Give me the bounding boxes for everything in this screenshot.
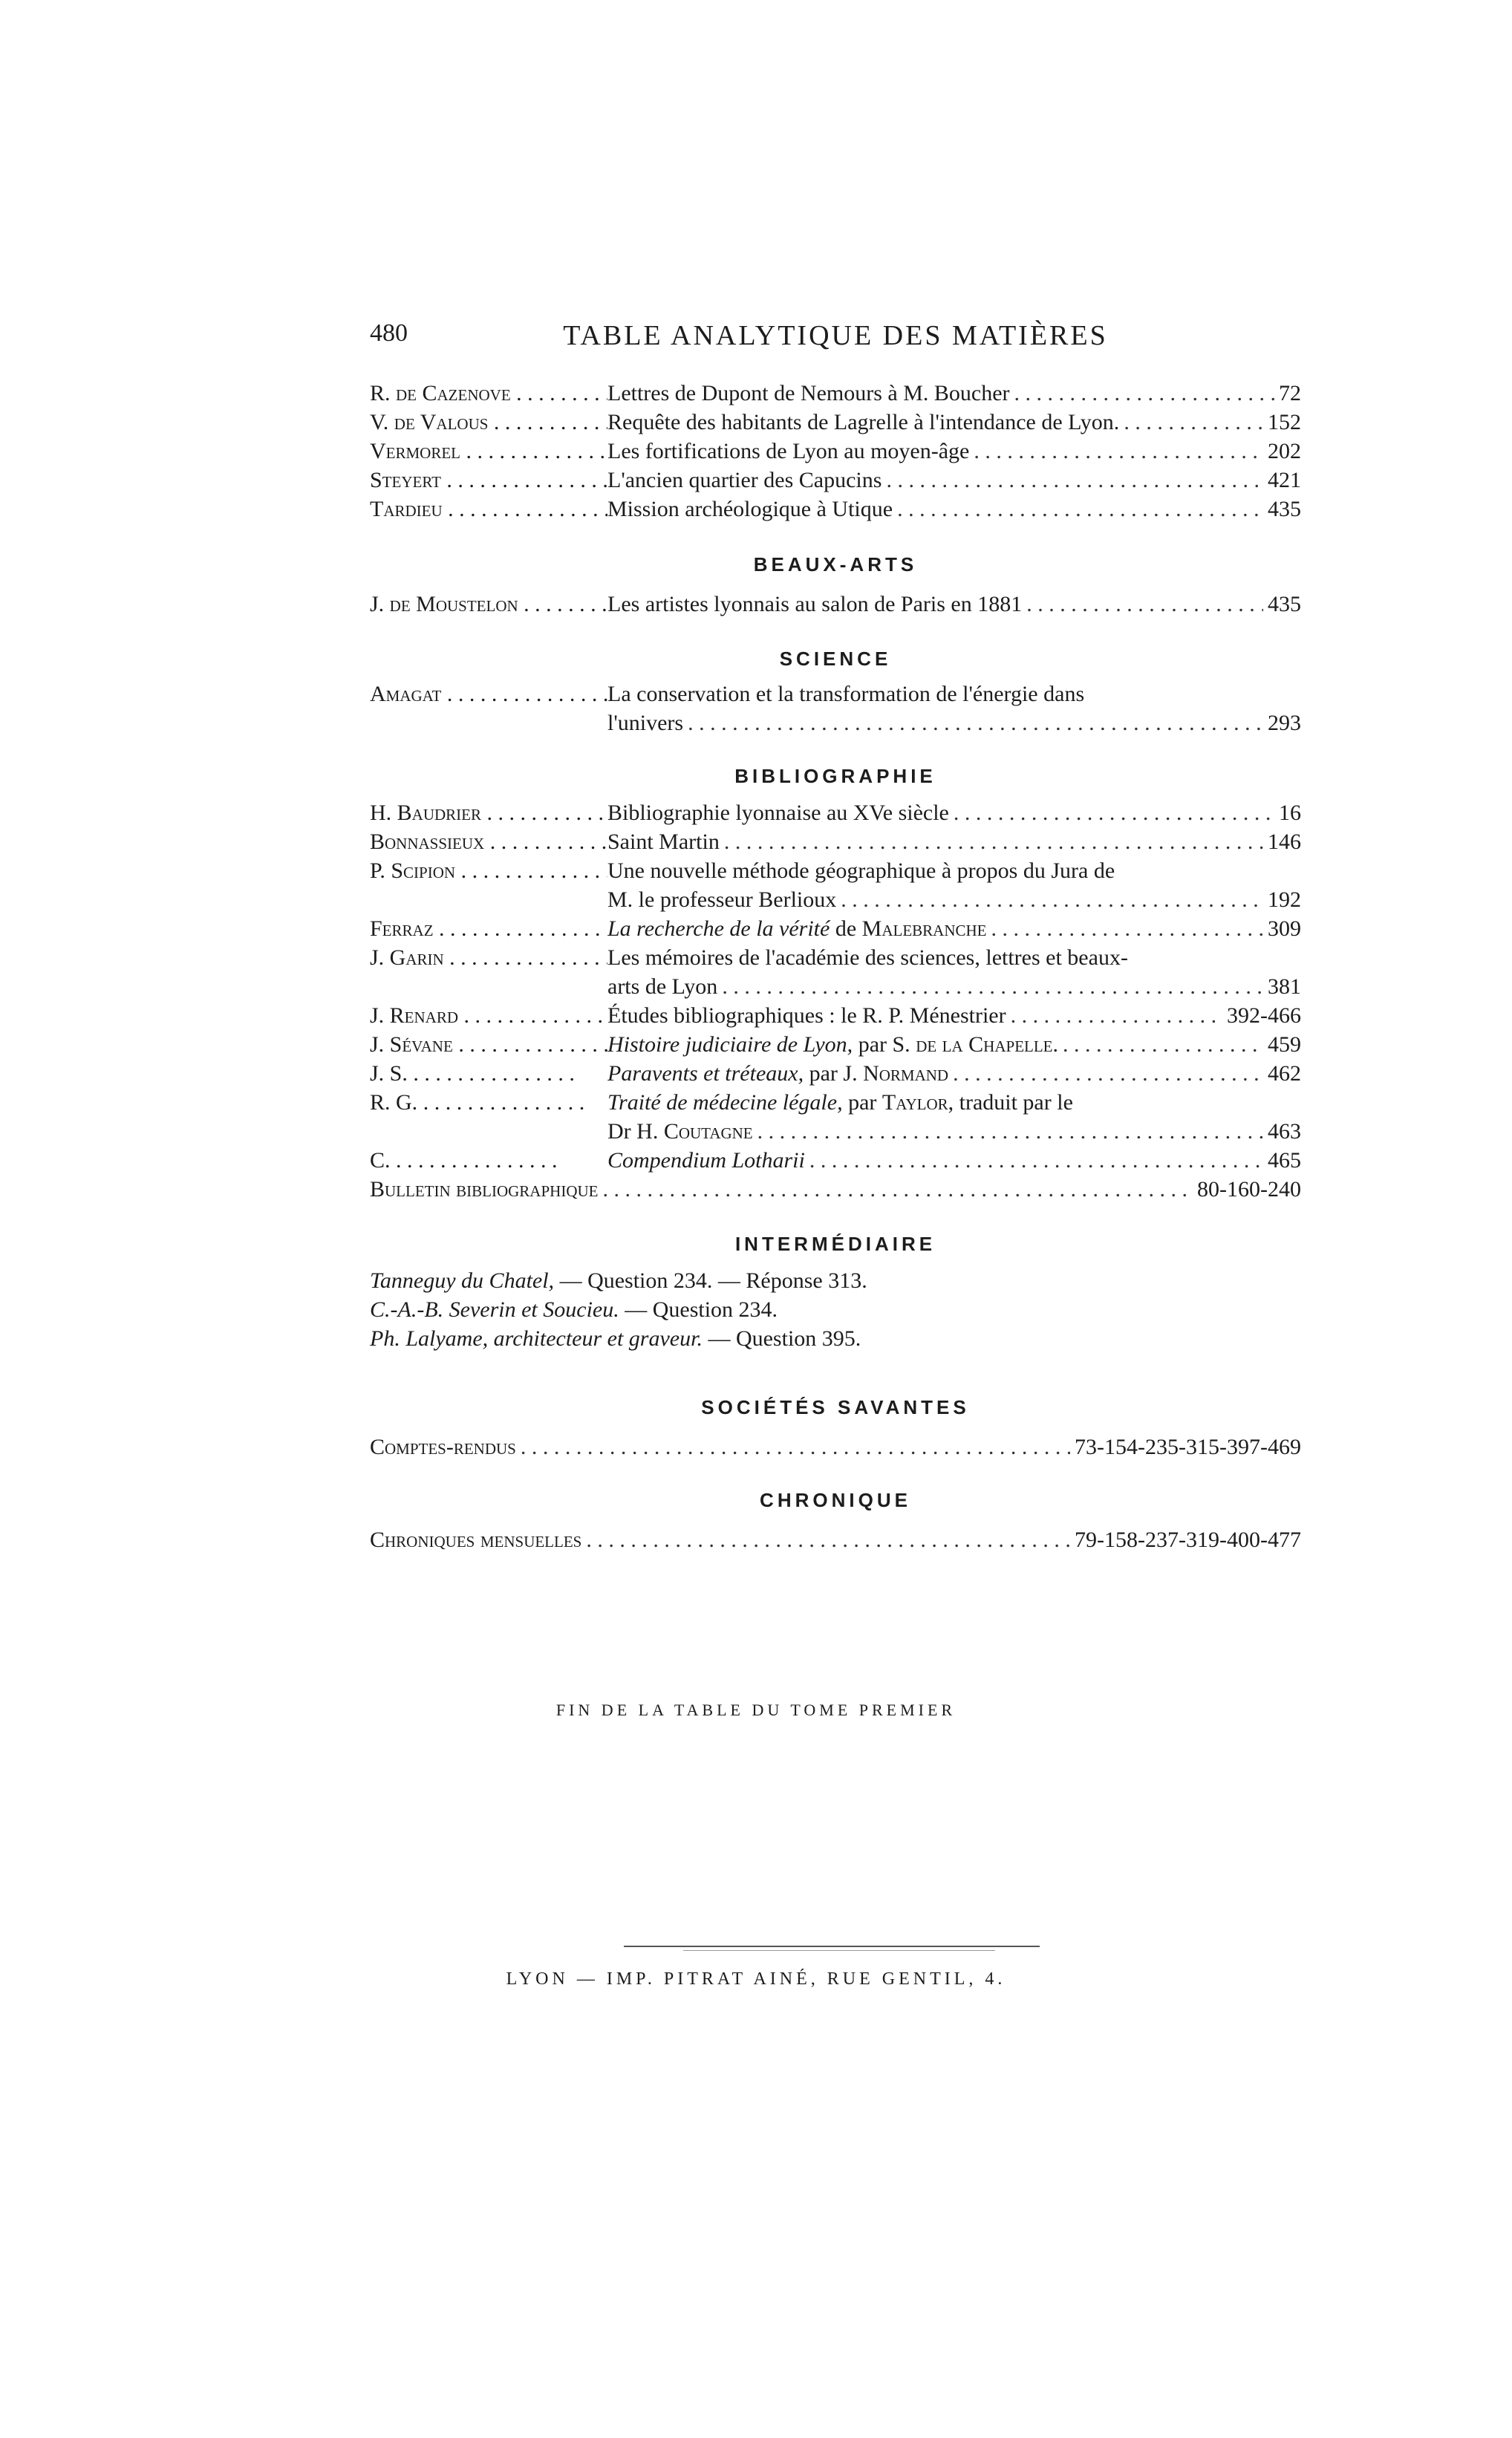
toc-entry [370,856,1301,885]
entry-title-text: Dr H. [607,1119,664,1144]
entry-title: Saint Martin [607,829,720,854]
toc-entry [370,679,1301,708]
toc-entry-continuation [370,885,1301,914]
toc-entry [370,495,1301,524]
entry-title-smallcaps: de la Chapelle. [916,1032,1059,1057]
entry-title-text: de [830,916,862,941]
intermediaire-ref: — Question 395. [702,1326,861,1351]
entry-title-smallcaps: Normand [863,1061,949,1086]
toc-entry [370,1059,1301,1088]
entry-title: Lettres de Dupont de Nemours à M. Boucher [607,381,1010,405]
toc-entry [370,827,1301,856]
toc-entry [370,914,1301,943]
running-title: TABLE ANALYTIQUE DES MATIÈRES [563,320,1108,351]
entry-author: J. Garin . . . [370,943,607,972]
entry-title-italic: Histoire judiciaire de Lyon, [607,1032,853,1057]
entry-title: arts de Lyon [607,974,718,999]
entry-page: 309 [1268,916,1301,941]
chronique-row [370,1525,1301,1554]
page-header [370,319,1301,364]
entry-title: Les artistes lyonnais au salon de Paris en 1881 [607,592,1023,616]
intermediaire-ref: — Question 234. — Réponse 313. [554,1268,867,1293]
societes-pages: 73-154-235-315-397-469 [1075,1435,1301,1459]
section-heading: INTERMÉDIAIRE [734,1233,936,1255]
toc-entry-continuation [370,1117,1301,1146]
bulletin-label: Bulletin bibliographique [370,1177,599,1202]
bulletin-pages: 80-160-240 [1197,1177,1301,1202]
entry-author: Amagat . . . [370,679,607,708]
entry-author: H. Baudrier . . . [370,798,607,827]
societes-label: Comptes-rendus [370,1435,516,1459]
toc-entry [370,466,1301,495]
entry-title: L'ancien quartier des Capucins [607,468,882,492]
entry-title: Une nouvelle méthode géographique à propos du Jura de [607,858,1115,883]
toc-entry [370,590,1301,619]
toc-entry [370,1146,1301,1175]
intermediaire-line [370,1295,1301,1324]
section-intermediaire [370,1233,1301,1353]
entry-page: 462 [1268,1061,1301,1086]
section-heading: CHRONIQUE [760,1489,911,1511]
toc-entry [370,437,1301,466]
entry-page: 293 [1268,711,1301,735]
entry-author: V. de Valous . . . [370,408,607,437]
entry-author: R. G. . . . [370,1088,607,1117]
entry-author: Steyert . . . [370,466,607,495]
entry-author: Ferraz . . . [370,914,607,943]
entry-title: Les fortifications de Lyon au moyen-âge [607,439,970,463]
intermediaire-line [370,1324,1301,1353]
divider [624,1946,1040,1947]
entry-title-text: par [842,1090,882,1115]
section-heading: SCIENCE [779,648,892,670]
entry-title: Les mémoires de l'académie des sciences, lettres et beaux- [607,945,1128,970]
entry-author: J. Renard . . . [370,1001,607,1030]
toc-entry [370,943,1301,972]
entry-page: 463 [1268,1119,1301,1144]
entry-page: 435 [1268,592,1301,616]
entry-page: 465 [1268,1148,1301,1173]
entry-title-italic: Traité de médecine légale, [607,1090,843,1115]
entry-author: J. Sévane . . . [370,1030,607,1059]
entry-page: 459 [1268,1032,1301,1057]
chronique-label: Chroniques mensuelles [370,1528,582,1552]
toc-entry [370,1001,1301,1030]
entry-page: 152 [1268,410,1301,434]
entry-page: 421 [1268,468,1301,492]
divider [683,1950,995,1951]
toc-entry [370,408,1301,437]
section-chronique [370,1489,1301,1554]
section-beaux-arts [370,553,1301,619]
printer-imprint: LYON — IMP. PITRAT AINÉ, RUE GENTIL, 4. [506,1969,1006,1989]
entry-title: La conservation et la transformation de l'énergie dans [607,682,1085,706]
toc-entry [370,379,1301,408]
toc-entry-continuation [370,972,1301,1001]
entry-author: Vermorel . . . [370,437,607,466]
section-heading: BIBLIOGRAPHIE [734,765,936,787]
entry-author: Bonnassieux . . . [370,827,607,856]
top-entries [370,379,1301,524]
entry-title-italic: La recherche de la vérité [607,916,830,941]
entry-title: Bibliographie lyonnaise au XVe siècle [607,801,949,825]
entry-title-italic: Paravents et tréteaux, [607,1061,804,1086]
entry-page: 392-466 [1227,1003,1301,1028]
entry-title-smallcaps: Taylor [882,1090,948,1115]
entry-author: Tardieu . . . [370,495,607,524]
chronique-pages: 79-158-237-319-400-477 [1075,1528,1301,1552]
intermediaire-subject: C.-A.-B. Severin et Soucieu. [370,1297,619,1322]
entry-title-text: par S. [853,1032,916,1057]
intermediaire-ref: — Question 234. [619,1297,778,1322]
entry-page: 192 [1268,887,1301,912]
entry-title-smallcaps: Malebranche [861,916,987,941]
entry-page: 202 [1268,439,1301,463]
toc-entry-continuation [370,708,1301,737]
section-bibliographie [370,765,1301,1204]
section-heading: SOCIÉTÉS SAVANTES [701,1396,970,1418]
toc-entry [370,1030,1301,1059]
entry-author: J. S. . . . [370,1059,607,1088]
entry-title: Mission archéologique à Utique [607,497,893,521]
section-heading: BEAUX-ARTS [753,553,918,576]
intermediaire-subject: Tanneguy du Chatel, [370,1268,555,1293]
end-of-table-note: FIN DE LA TABLE DU TOME PREMIER [555,1701,957,1719]
section-science [370,648,1301,737]
entry-page: 146 [1268,829,1301,854]
entry-author: J. de Moustelon . . . [370,590,607,619]
entry-title-italic: Compendium Lotharii [607,1148,805,1173]
entry-author: R. de Cazenove . . . [370,379,607,408]
entry-title-text: , traduit par le [948,1090,1073,1115]
section-societes-savantes [370,1396,1301,1461]
entry-page: 435 [1268,497,1301,521]
bulletin-row [370,1175,1301,1204]
page-number: 480 [370,319,408,347]
intermediaire-line [370,1266,1301,1295]
entry-page: 72 [1279,381,1301,405]
entry-title: Requête des habitants de Lagrelle à l'intendance de Lyon. [607,410,1120,434]
toc-entry [370,798,1301,827]
intermediaire-subject: Ph. Lalyame, architecteur et graveur. [370,1326,703,1351]
entry-title-smallcaps: Coutagne [663,1119,753,1144]
entry-title-text: par J. [804,1061,864,1086]
entry-author: P. Scipion . . . [370,856,607,885]
entry-author: C. . . . [370,1146,607,1175]
entry-page: 381 [1268,974,1301,999]
entry-title: l'univers [607,711,684,735]
entry-title: Études bibliographiques : le R. P. Ménestrier [607,1003,1006,1028]
toc-entry [370,1088,1301,1117]
entry-page: 16 [1279,801,1301,825]
entry-title: M. le professeur Berlioux [607,887,837,912]
societes-row [370,1433,1301,1461]
